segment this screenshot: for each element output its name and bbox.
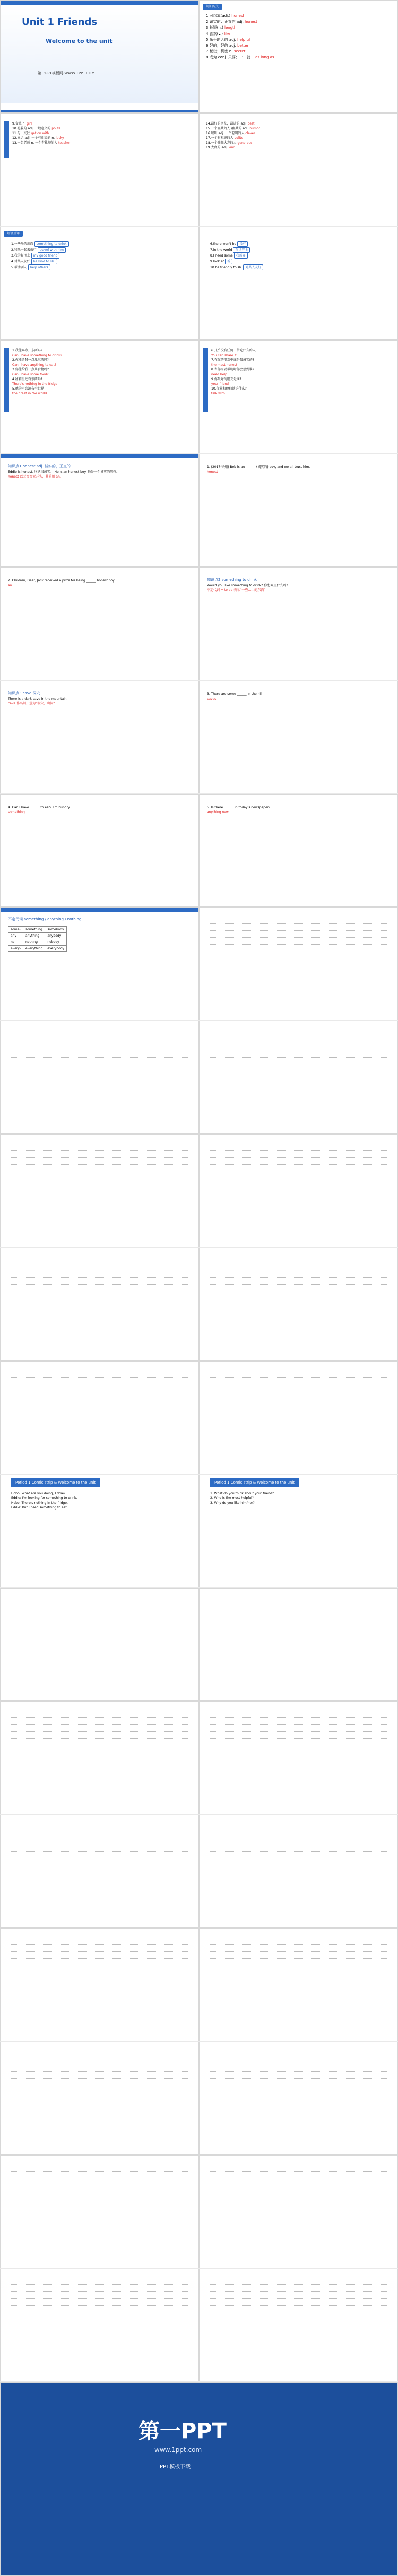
answer-lines — [210, 919, 387, 953]
slide-blank-12 — [0, 1701, 199, 1814]
answer-lines — [11, 1939, 188, 1967]
top-bar — [1, 1, 198, 5]
sentence-cn: 10.你能和他们谈论什么? — [211, 387, 247, 391]
slide-dialogue — [0, 1475, 199, 1587]
sentence-cn: 4.冰箱里还有东西吗? — [12, 377, 42, 381]
exercise-3 — [207, 692, 390, 701]
sentence-en: the most honest — [211, 363, 238, 367]
answer-lines — [210, 2053, 387, 2080]
vocab-row: 8.成为 conj. 只要；一…就… as long as — [206, 55, 274, 60]
vocab-row: 9.女孩 n. girl — [12, 122, 32, 126]
top-bar — [1, 908, 198, 912]
sentence-en: Can I have anything to eat? — [12, 363, 57, 367]
vocab-row: 10.礼貌的 adj. 一般意义的 polite — [12, 127, 61, 130]
sentence-cn: 5.他的声音遍布全世界 — [12, 387, 44, 391]
vocab-header: 词汇闯关 — [203, 4, 222, 10]
reading-item: 3. Why do you like him/her? — [210, 1501, 255, 1505]
sentence-cn: 8.当你需要帮助时你会想到谁? — [211, 368, 254, 372]
slide-vocab — [199, 0, 398, 113]
slide-blank-14 — [0, 1815, 199, 1928]
answer-lines — [11, 1032, 188, 1060]
slide-footer — [0, 2382, 398, 2576]
slide-blank-22 — [0, 2269, 199, 2381]
sentence-cn: 3.你能给我一点儿食物吗? — [12, 368, 49, 372]
vocab-list — [206, 13, 392, 61]
cover-site: 第一PPT模板网-WWW.1PPT.COM — [38, 71, 95, 75]
sentence-en: Can I have something to drink? — [12, 354, 62, 357]
slide-blank-7 — [199, 1248, 398, 1361]
footer-promo[interactable]: PPT模板下载 — [160, 2464, 191, 2470]
answer-lines — [210, 1939, 387, 1967]
slide-blank-20 — [0, 2155, 199, 2268]
exercise-answer: anything new — [207, 810, 229, 814]
table-row: no- nothing nobody — [8, 939, 67, 946]
table-row: every- everything everybody — [8, 946, 67, 952]
exercise-answer: something — [8, 810, 25, 814]
answer-lines — [11, 2280, 188, 2307]
slide-blank-17 — [199, 1928, 398, 2041]
point-body: There is a dark cave in the mountain. — [8, 697, 68, 701]
answer-lines — [11, 2166, 188, 2194]
vocab-row: 15.一个幽默的人 /幽默的 adj. humor — [206, 127, 260, 130]
slide-exercise-4 — [0, 794, 199, 907]
phrases-header: 短语互译 — [4, 231, 23, 237]
dialogue-line: Hobo: There's nothing in the fridge. — [11, 1501, 68, 1505]
vocab-row: 7.秘密；机密 n. secret — [206, 49, 246, 54]
slide-blank-4 — [0, 1134, 199, 1247]
answer-lines — [210, 1372, 387, 1400]
point-body: Would you like something to drink? 你想喝点什么吗? — [207, 584, 288, 588]
exercise-question: 3. There are some ______ in the hill. — [207, 692, 264, 696]
slide-point-2 — [199, 567, 398, 680]
point-note: 不定代词 + to do 表示“一些……的东西” — [207, 588, 266, 593]
slide-blank-1 — [199, 907, 398, 1020]
exercise-1 — [207, 465, 390, 474]
slide-blank-6 — [0, 1248, 199, 1361]
sentence-en: the great in the world — [12, 392, 47, 395]
sentence-cn: 6.几乎没有任何一位吃什么的人 — [211, 349, 256, 352]
reading-items — [210, 1491, 385, 1505]
slide-blank-8 — [0, 1361, 199, 1474]
exercise-answer: caves — [207, 697, 217, 701]
cover-subtitle: Welcome to the unit — [46, 38, 113, 45]
vocab2-left — [12, 121, 108, 145]
slide-blank-19 — [199, 2042, 398, 2155]
slide-exercise-5 — [199, 794, 398, 907]
reading-item: 2. Who is the most helpful? — [210, 1496, 254, 1500]
sentence-en: talk with — [211, 392, 225, 395]
phrase-row: 8.I need some 我需要 — [210, 253, 385, 259]
slide-blank-15 — [199, 1815, 398, 1928]
grammar-title: 不定代词 something / anything / nothing — [8, 917, 82, 921]
exercise-answer: honest — [207, 470, 218, 474]
slide-blank-9 — [199, 1361, 398, 1474]
sentence-cn: 9.你最好的朋友是谁? — [211, 377, 241, 381]
slide-blank-3 — [199, 1021, 398, 1134]
slide-blank-18 — [0, 2042, 199, 2155]
bottom-bar — [1, 110, 198, 112]
reading-item: 1. What do you think about your friend? — [210, 1492, 274, 1495]
exercise-5 — [207, 805, 390, 815]
side-marker — [203, 348, 208, 412]
answer-lines — [11, 1826, 188, 1854]
vocab-row: 13.一名老师 n. 一个有礼貌的人 teacher — [12, 141, 71, 145]
answer-lines — [210, 1145, 387, 1173]
dialogue-line: Eddie: I'm looking for something to drink. — [11, 1496, 77, 1500]
exercise-question: 4. Can I have ______ to eat? I'm hungry. — [8, 806, 71, 809]
dialogue-line: Hobo: What are you doing, Eddie? — [11, 1492, 66, 1495]
sentences-right — [211, 348, 392, 396]
sentence-cn: 7.在你的朋友中谁是最诚实的? — [211, 358, 254, 362]
sentences-left — [12, 348, 193, 396]
vocab-row: 18.一个慷慨大方的人 generous — [206, 141, 253, 145]
point-note: honest 以元音音素开头，其前用 an。 — [8, 475, 63, 479]
phrase-row: 1.一些喝的东西 something to drink — [11, 241, 186, 247]
vocab-row: 11.与…交往 get on with — [12, 131, 49, 135]
vocab-row: 14.最好的朋友，最近的 adj. best — [206, 122, 255, 126]
exercise-answer: an — [8, 584, 12, 587]
answer-lines — [210, 1032, 387, 1060]
slide-blank-10 — [0, 1588, 199, 1701]
slide-phrases-2 — [199, 227, 398, 340]
vocab-row: 17.一个有礼貌的人 polite — [206, 136, 244, 140]
slide-blank-21 — [199, 2155, 398, 2268]
vocab-row: 2.诚实的；正直的 adj. honest — [206, 20, 257, 24]
phrase-row: 3.我的好朋友 my good friend — [11, 253, 186, 259]
point-title: 知识点1 honest adj. 诚实的，正直的 — [8, 464, 71, 469]
sentence-cn: 1.我能喝点儿东西吗? — [12, 349, 42, 352]
phrase-row: 2.和他一起去旅行 travel with him — [11, 247, 186, 253]
vocab2-right — [206, 121, 392, 150]
sentence-en: There's nothing in the fridge. — [12, 382, 59, 386]
sentence-en: need help — [211, 373, 227, 376]
sentence-en: You can share it. — [211, 354, 238, 357]
sentence-en: your friend — [211, 382, 229, 386]
slide-blank-16 — [0, 1928, 199, 2041]
phrase-row: 4.对某人友好 be kind to sb. — [11, 259, 186, 264]
phrases-left — [11, 241, 186, 270]
table-row: any- anything anybody — [8, 933, 67, 939]
vocab-row: 1.可以靠(adj.) honest — [206, 14, 245, 18]
phrase-row: 9.look at 看 — [210, 259, 385, 264]
slide-blank-2 — [0, 1021, 199, 1134]
period-banner: Period 1 Comic strip & Welcome to the unit — [210, 1478, 299, 1487]
point-2 — [207, 577, 390, 593]
answer-lines — [11, 1145, 188, 1173]
point-body: Eddie is honest. 埃迪很诚实。 He is an honest boy. 他是一个诚实的男孩。 — [8, 470, 120, 474]
answer-lines — [210, 2166, 387, 2194]
vocab-row: 5.乐于助人的 adj. helpful — [206, 37, 250, 42]
slide-blank-23 — [199, 2269, 398, 2381]
answer-lines — [210, 1713, 387, 1740]
point-title: 知识点3 cave 洞穴 — [8, 691, 40, 695]
slide-vocab-2 — [0, 113, 199, 226]
slide-vocab-3 — [199, 113, 398, 226]
phrase-row: 10.be friendly to sb. 对某人友好 — [210, 264, 385, 270]
dialogue-lines — [11, 1491, 186, 1510]
point-1 — [8, 464, 191, 479]
slide-cover — [0, 0, 199, 113]
slide-point-1 — [0, 454, 199, 567]
point-note: cave 作名词，意为“洞穴，山洞” — [8, 702, 55, 706]
point-3 — [8, 691, 191, 706]
exercise-question: 1. (2017·徐州) Bob is an ______ (诚实的) boy, and we all trust him. — [207, 465, 310, 469]
grammar-table — [8, 926, 67, 952]
slide-exercise-1 — [199, 454, 398, 567]
table-row: some- something somebody — [8, 927, 67, 933]
answer-lines — [210, 2280, 387, 2307]
answer-lines — [11, 1599, 188, 1627]
vocab-row: 16.聪明 adj. 一个聪明的人 clever — [206, 131, 255, 135]
answer-lines — [210, 1826, 387, 1854]
period-banner: Period 1 Comic strip & Welcome to the unit — [11, 1478, 100, 1487]
exercise-question: 2. Children, Dear, Jack received a prize for being ______ honest boy. — [8, 579, 115, 583]
cover-title: Unit 1 Friends — [22, 16, 98, 28]
answer-lines — [11, 1713, 188, 1740]
exercise-2 — [8, 578, 191, 588]
phrases-right — [210, 241, 385, 270]
phrase-row: 5.帮助别人 help others — [11, 264, 186, 270]
slide-blank-5 — [199, 1134, 398, 1247]
vocab-row: 12.幸运 adj. 一个有礼貌的 n. lucky — [12, 136, 64, 140]
slide-point-3 — [0, 681, 199, 793]
slide-exercise-2 — [0, 567, 199, 680]
phrase-row: 6.there won't be 没有 — [210, 241, 385, 247]
vocab-row: 3.长短(n.) length — [206, 25, 237, 30]
exercise-4 — [8, 805, 191, 815]
side-marker — [4, 121, 9, 158]
sentence-cn: 2.你能给我一点儿东西吗? — [12, 358, 49, 362]
answer-lines — [11, 2053, 188, 2080]
dialogue-line: Eddie: But I need something to eat. — [11, 1506, 68, 1510]
answer-lines — [11, 1372, 188, 1400]
slide-grammar — [0, 907, 199, 1020]
slide-sentences — [0, 340, 199, 453]
slide-reading — [199, 1475, 398, 1587]
slide-phrases — [0, 227, 199, 340]
phrase-row: 7.in the world 在世界上 — [210, 247, 385, 253]
answer-lines — [210, 1259, 387, 1286]
vocab-row: 19.大度的 adj. kind — [206, 146, 236, 149]
point-title: 知识点2 something to drink — [207, 578, 257, 582]
exercise-question: 5. Is there ______ in today's newspaper? — [207, 806, 271, 809]
side-marker — [4, 348, 9, 412]
slide-blank-13 — [199, 1701, 398, 1814]
footer-site: www.1ppt.com — [154, 2446, 202, 2454]
vocab-row: 6.好的；好的 adj. better — [206, 43, 249, 48]
top-bar — [1, 454, 198, 458]
vocab-row: 4.喜欢(v.) like — [206, 31, 231, 36]
slide-exercise-3 — [199, 681, 398, 793]
answer-lines — [210, 1599, 387, 1627]
answer-lines — [11, 1259, 188, 1286]
footer-brand: 第一PPT — [139, 2419, 227, 2443]
sentence-en: Can I have some food? — [12, 373, 49, 376]
slide-sentences-2 — [199, 340, 398, 453]
slide-blank-11 — [199, 1588, 398, 1701]
